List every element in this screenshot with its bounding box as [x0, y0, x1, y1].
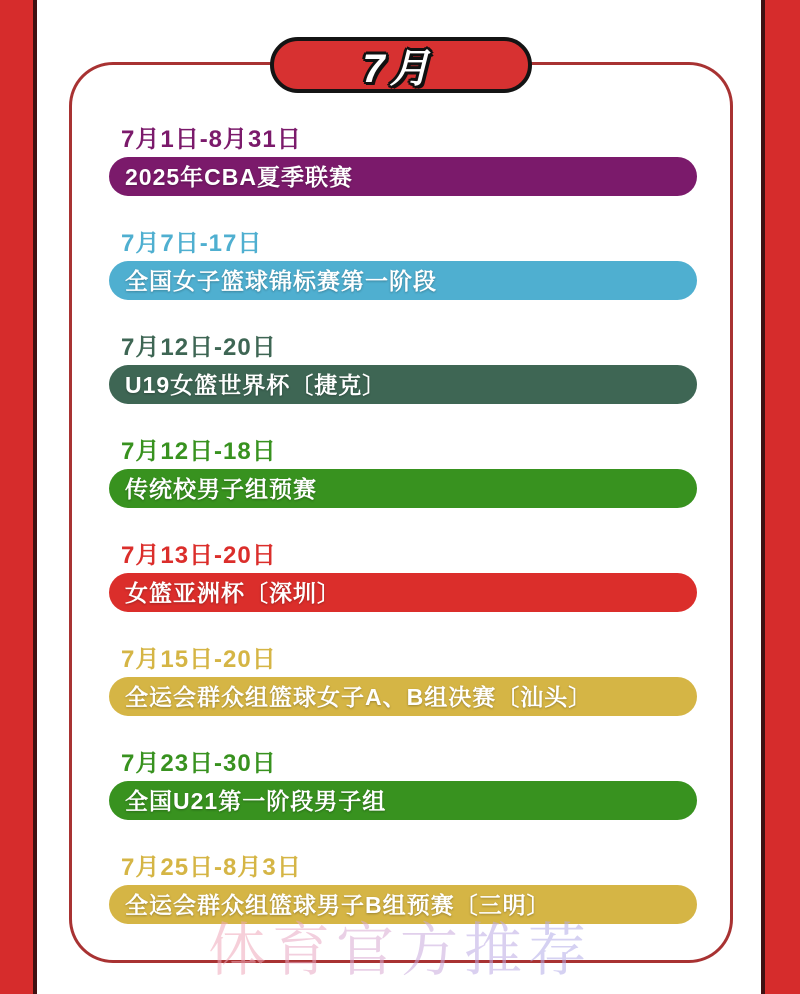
event-date: 7月23日-30日 — [121, 750, 277, 777]
event-bar: 2025年CBA夏季联赛 — [109, 157, 697, 196]
event-item — [109, 752, 697, 820]
month-badge — [270, 37, 532, 93]
event-bar: 全运会群众组篮球女子A、B组决赛〔汕头〕 — [109, 677, 697, 716]
event-date: 7月15日-20日 — [121, 646, 277, 673]
event-bar: 全国女子篮球锦标赛第一阶段 — [109, 261, 697, 300]
left-frame-band — [0, 0, 37, 994]
watermark-char: 体 — [207, 918, 272, 983]
watermark-char: 荐 — [528, 918, 593, 983]
event-item — [109, 544, 697, 612]
event-date: 7月13日-20日 — [121, 542, 277, 569]
month-badge-label: 7月 — [362, 46, 435, 91]
event-date: 7月25日-8月3日 — [121, 854, 302, 881]
event-date: 7月7日-17日 — [121, 230, 263, 257]
event-item — [109, 856, 697, 924]
event-bar: U19女篮世界杯〔捷克〕 — [109, 365, 697, 404]
event-bar: 女篮亚洲杯〔深圳〕 — [109, 573, 697, 612]
watermark-char: 育 — [271, 918, 336, 983]
event-item — [109, 232, 697, 300]
event-item — [109, 440, 697, 508]
watermark-char: 官 — [335, 918, 400, 983]
event-bar: 全国U21第一阶段男子组 — [109, 781, 697, 820]
event-list — [109, 128, 697, 960]
watermark-char: 方 — [400, 918, 465, 983]
event-item — [109, 648, 697, 716]
event-date: 7月12日-20日 — [121, 334, 277, 361]
schedule-card — [69, 46, 733, 963]
event-date: 7月12日-18日 — [121, 438, 277, 465]
event-item — [109, 336, 697, 404]
event-bar: 全运会群众组篮球男子B组预赛〔三明〕 — [109, 885, 697, 924]
event-bar: 传统校男子组预赛 — [109, 469, 697, 508]
event-item — [109, 128, 697, 196]
watermark-char: 推 — [464, 918, 529, 983]
event-date: 7月1日-8月31日 — [121, 126, 302, 153]
right-frame-band — [761, 0, 800, 994]
